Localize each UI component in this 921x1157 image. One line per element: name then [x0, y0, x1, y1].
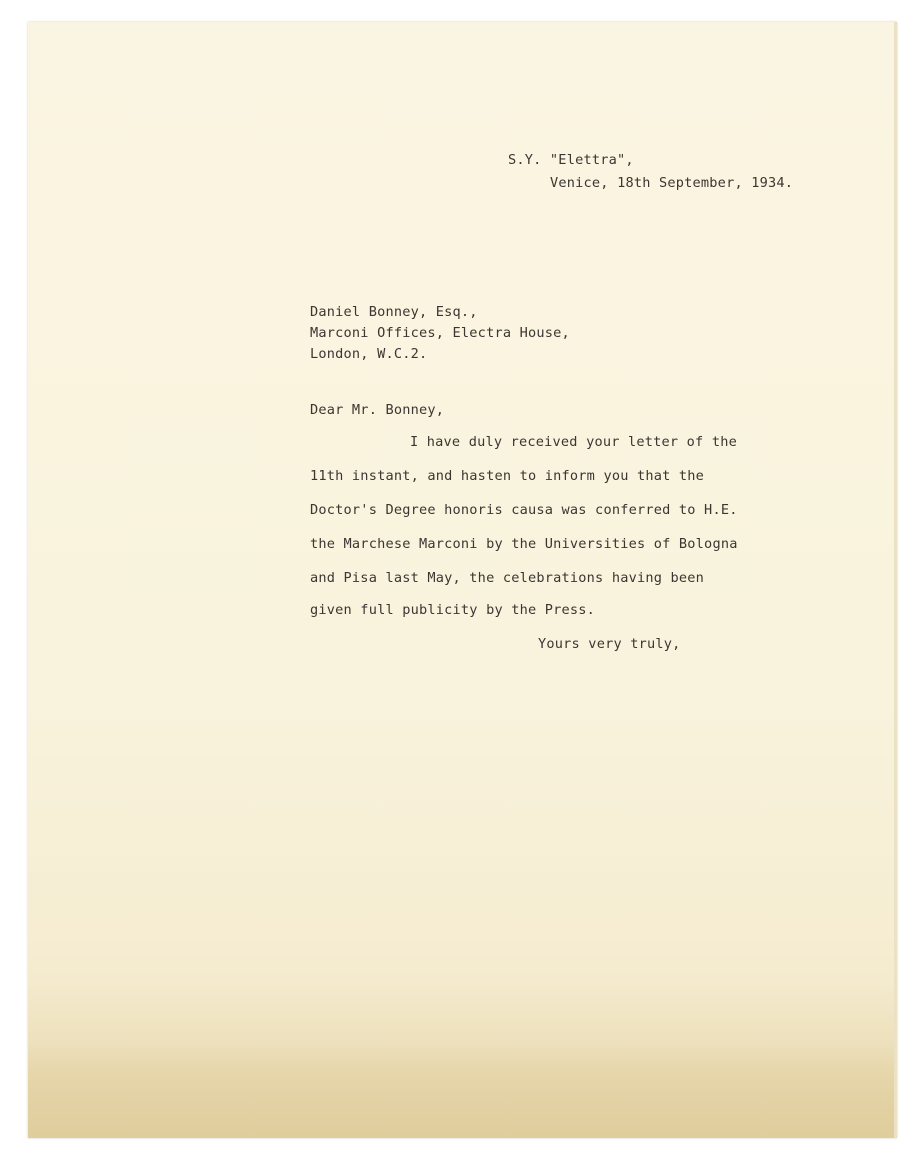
place-date-line: Venice, 18th September, 1934. — [550, 175, 794, 191]
body-line: given full publicity by the Press. — [310, 602, 596, 618]
paper-stain — [28, 1042, 894, 1138]
letter-sheet — [28, 22, 897, 1138]
body-line: Doctor's Degree honoris causa was conferred to H.E. — [310, 502, 738, 518]
sender-line: S.Y. "Elettra", — [508, 152, 634, 168]
body-line: and Pisa last May, the celebrations having been — [310, 570, 705, 586]
body-line: the Marchese Marconi by the Universities of Bologna — [310, 536, 738, 552]
closing: Yours very truly, — [538, 636, 681, 652]
salutation: Dear Mr. Bonney, — [310, 402, 445, 418]
recipient-address: Marconi Offices, Electra House, — [310, 325, 570, 341]
body-line: I have duly received your letter of the — [410, 434, 737, 450]
body-line: 11th instant, and hasten to inform you that the — [310, 468, 705, 484]
recipient-name: Daniel Bonney, Esq., — [310, 304, 478, 320]
recipient-city: London, W.C.2. — [310, 346, 428, 362]
